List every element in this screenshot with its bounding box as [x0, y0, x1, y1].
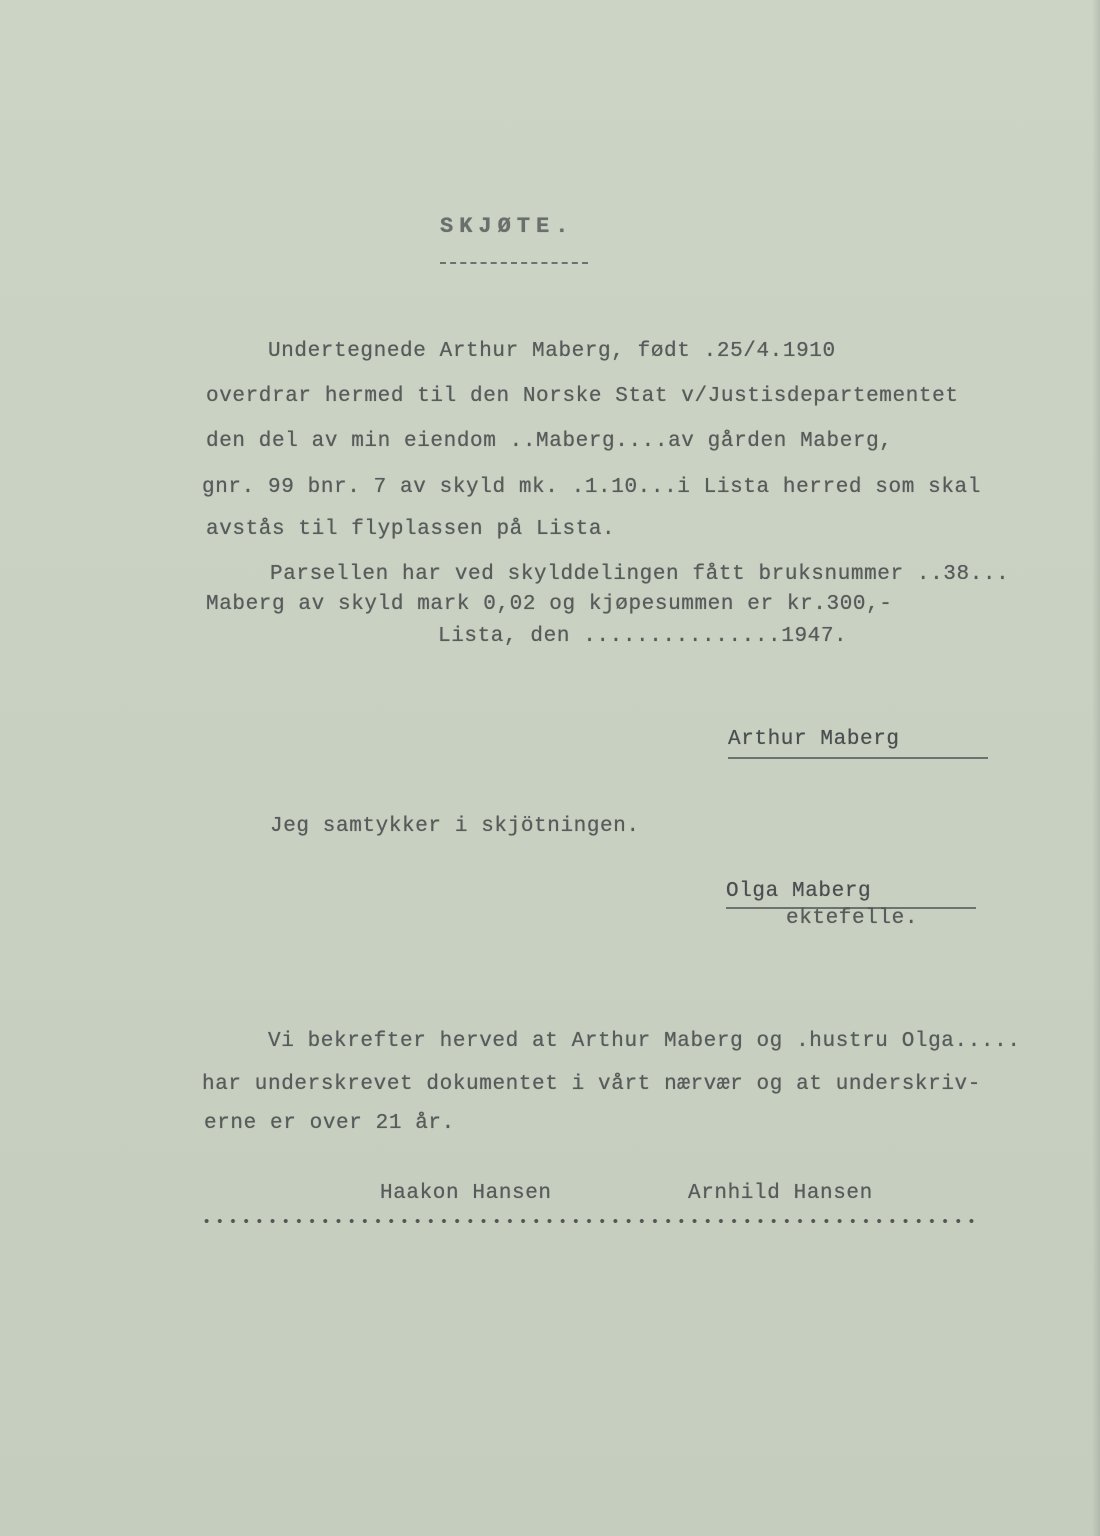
- witness-dotted-line: [200, 1218, 980, 1224]
- text-line-5: avstås til flyplassen på Lista.: [206, 518, 616, 541]
- consent-line: Jeg samtykker i skjötningen.: [270, 815, 640, 838]
- text-line-4: gnr. 99 bnr. 7 av skyld mk. .1.10...i Lista herred som skal: [202, 476, 981, 499]
- text-line-6: Parsellen har ved skylddelingen fått bruksnummer ..38...: [270, 563, 1010, 586]
- spouse-role: ektefelle.: [786, 907, 919, 930]
- witness-line-3: erne er over 21 år.: [204, 1112, 455, 1135]
- text-line-2: overdrar hermed til den Norske Stat v/Justisdepartementet: [206, 385, 959, 408]
- spouse-signature-name: Olga Maberg: [726, 880, 872, 903]
- witness-line-2: har underskrevet dokumentet i vårt nærvær og at underskriv-: [202, 1073, 981, 1096]
- witness-2-name: Arnhild Hansen: [688, 1182, 873, 1205]
- date-line: Lista, den ...............1947.: [438, 625, 848, 648]
- title-underline: [440, 262, 588, 264]
- owner-signature-line: [728, 757, 988, 759]
- witness-line-1: Vi bekrefter herved at Arthur Maberg og .hustru Olga.....: [268, 1030, 1021, 1053]
- witness-1-name: Haakon Hansen: [380, 1182, 552, 1205]
- text-line-1: Undertegnede Arthur Maberg, født .25/4.1910: [268, 340, 836, 363]
- document-title: SKJØTE.: [440, 214, 575, 239]
- text-line-7: Maberg av skyld mark 0,02 og kjøpesummen er kr.300,-: [206, 593, 893, 616]
- text-line-3: den del av min eiendom ..Maberg....av gården Maberg,: [206, 430, 893, 453]
- paper-edge: [1092, 0, 1100, 1536]
- owner-signature-name: Arthur Maberg: [728, 728, 900, 751]
